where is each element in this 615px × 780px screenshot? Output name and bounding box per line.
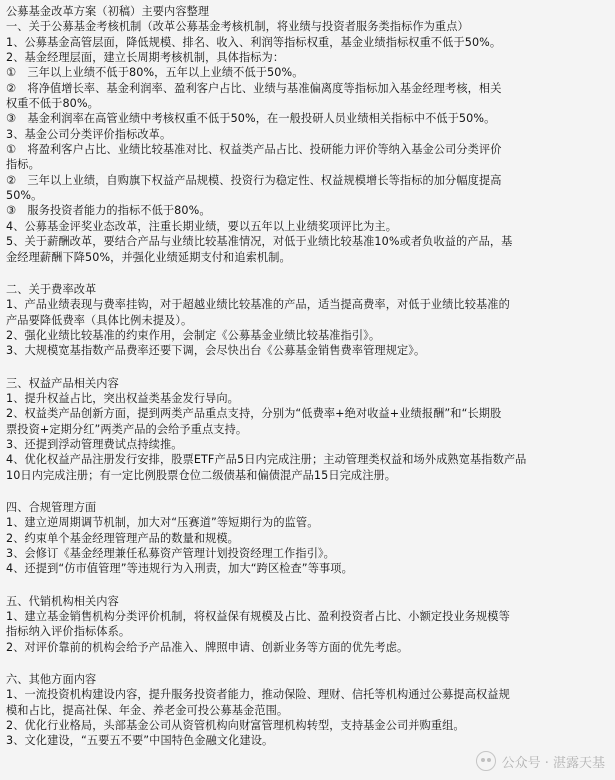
text-line: 10日内完成注册；有一定比例股票仓位二级债基和偏债混产品15日完成注册。 (6, 468, 397, 482)
section-heading: 六、其他方面内容 (6, 673, 97, 687)
watermark-text: 公众号 · 湛露天基 (501, 755, 605, 771)
text-line: ① 三年以上业绩不低于80%，五年以上业绩不低于50%。 (6, 66, 304, 80)
section-heading: 四、合规管理方面 (6, 500, 97, 514)
section-fee-reform (6, 282, 609, 359)
wechat-icon (476, 751, 496, 771)
section-heading: 五、代销机构相关内容 (6, 594, 119, 608)
text-line: 50%。 (6, 189, 43, 203)
section-spacer (6, 655, 609, 672)
section-spacer (6, 577, 609, 594)
text-line: 3、还提到浮动管理费试点持续推。 (6, 437, 183, 451)
section-compliance (6, 500, 609, 577)
text-line: ② 将净值增长率、基金利润率、盈利客户占比、业绩与基准偏离度等指标加入基金经理考核，相关 (6, 81, 502, 95)
section-heading: 三、权益产品相关内容 (6, 376, 119, 390)
section-intro (6, 4, 609, 265)
text-line: 5、关于薪酬改革，要结合产品与业绩比较基准情况，对低于业绩比较基准10%或者负收益的产品，基 (6, 235, 513, 249)
text-line: 4、公募基金评奖业态改革，注重长期业绩，要以五年以上业绩奖项评比为主。 (6, 219, 397, 233)
text-line: 1、提升权益占比，突出权益类基金发行导向。 (6, 391, 239, 405)
text-line: 模和占比，提高社保、年金、养老金可投公募基金范围。 (6, 703, 289, 717)
text-line: 1、建立基金销售机构分类评价机制，将权益保有规模及占比、盈利投资者占比、小额定投业务规模等 (6, 610, 510, 624)
section-spacer (6, 265, 609, 282)
text-line: 4、还提到“仿市值管理”等违规行为入刑责，加大“跨区检查”等事项。 (6, 562, 353, 576)
text-line: 4、优化权益产品注册发行安排，股票ETF产品5日内完成注册；主动管理类权益和场外成熟宽基指数产品 (6, 453, 527, 467)
section-spacer (6, 483, 609, 500)
text-line: ③ 基金利润率在高管业绩中考核权重不低于50%，在一般投研人员业绩相关指标中不低于50%。 (6, 112, 496, 126)
text-line: 2、对评价靠前的机构会给予产品准入、牌照申请、创新业务等方面的优先考虑。 (6, 640, 409, 654)
text-line: 1、建立逆周期调节机制，加大对“压赛道”等短期行为的监管。 (6, 516, 319, 530)
text-line: 3、会修订《基金经理兼任私募资产管理计划投资经理工作指引》。 (6, 547, 335, 560)
text-line: ③ 服务投资者能力的指标不低于80%。 (6, 204, 211, 218)
text-line: 1、一流投资机构建设内容，提升服务投资者能力，推动保险、理财、信托等机构通过公募提高权益规 (6, 688, 510, 702)
text-line: 1、公募基金高管层面，降低规模、排名、收入、利润等指标权重，基金业绩指标权重不低于50%。 (6, 35, 502, 49)
text-line: 指标。 (6, 158, 40, 172)
text-line: 指标纳入评价指标体系。 (6, 625, 131, 639)
text-line: 金经理薪酬下降50%，并强化业绩延期支付和追索机制。 (6, 250, 291, 264)
section-heading: 二、关于费率改革 (6, 282, 97, 296)
text-line: 2、强化业绩比较基准的约束作用，会制定《公募基金业绩比较基准指引》。 (6, 328, 381, 342)
text-line: 2、基金经理层面，建立长周期考核机制，具体指标为： (6, 51, 285, 65)
text-line: 2、优化行业格局，头部基金公司从资管机构向财富管理机构转型，支持基金公司并购重组。 (6, 719, 465, 733)
text-line: 1、产品业绩表现与费率挂钩，对于超越业绩比较基准的产品，适当提高费率，对低于业绩比较基准的 (6, 298, 510, 312)
text-line: 产品要降低费率（具体比例未提及）。 (6, 313, 193, 327)
section-spacer (6, 359, 609, 376)
text-line: 3、文化建设，“五要五不要”中国特色金融文化建设。 (6, 734, 274, 748)
section-heading: 一、关于公募基金考核机制（改革公募基金考核机制，将业绩与投资者服务类指标作为重点） (6, 20, 469, 34)
watermark (476, 750, 605, 772)
text-line: 2、权益类产品创新方面，提到两类产品重点支持，分别为“低费率+绝对收益+业绩报酬”和“长期股 (6, 407, 502, 421)
text-line: 3、基金公司分类评价指标改革。 (6, 127, 172, 141)
section-distribution (6, 594, 609, 655)
text-line: 权重不低于80%。 (6, 97, 99, 111)
section-other (6, 672, 609, 749)
text-line: ② 三年以上业绩，自购旗下权益产品规模、投资行为稳定性、权益规模增长等指标的加分幅度提高 (6, 173, 502, 187)
text-line: ① 将盈利客户占比、业绩比较基准对比、权益类产品占比、投研能力评价等纳入基金公司分类评价 (6, 143, 502, 157)
section-equity-products (6, 376, 609, 483)
text-line: 2、约束单个基金经理管理产品的数量和规模。 (6, 531, 239, 545)
text-line: 票投资+定期分红”两类产品的会给予重点支持。 (6, 422, 248, 436)
text-line: 3、大规模宽基指数产品费率还要下调，会尽快出台《公募基金销售费率管理规定》。 (6, 344, 426, 358)
document-title: 公募基金改革方案（初稿）主要内容整理 (6, 5, 210, 18)
